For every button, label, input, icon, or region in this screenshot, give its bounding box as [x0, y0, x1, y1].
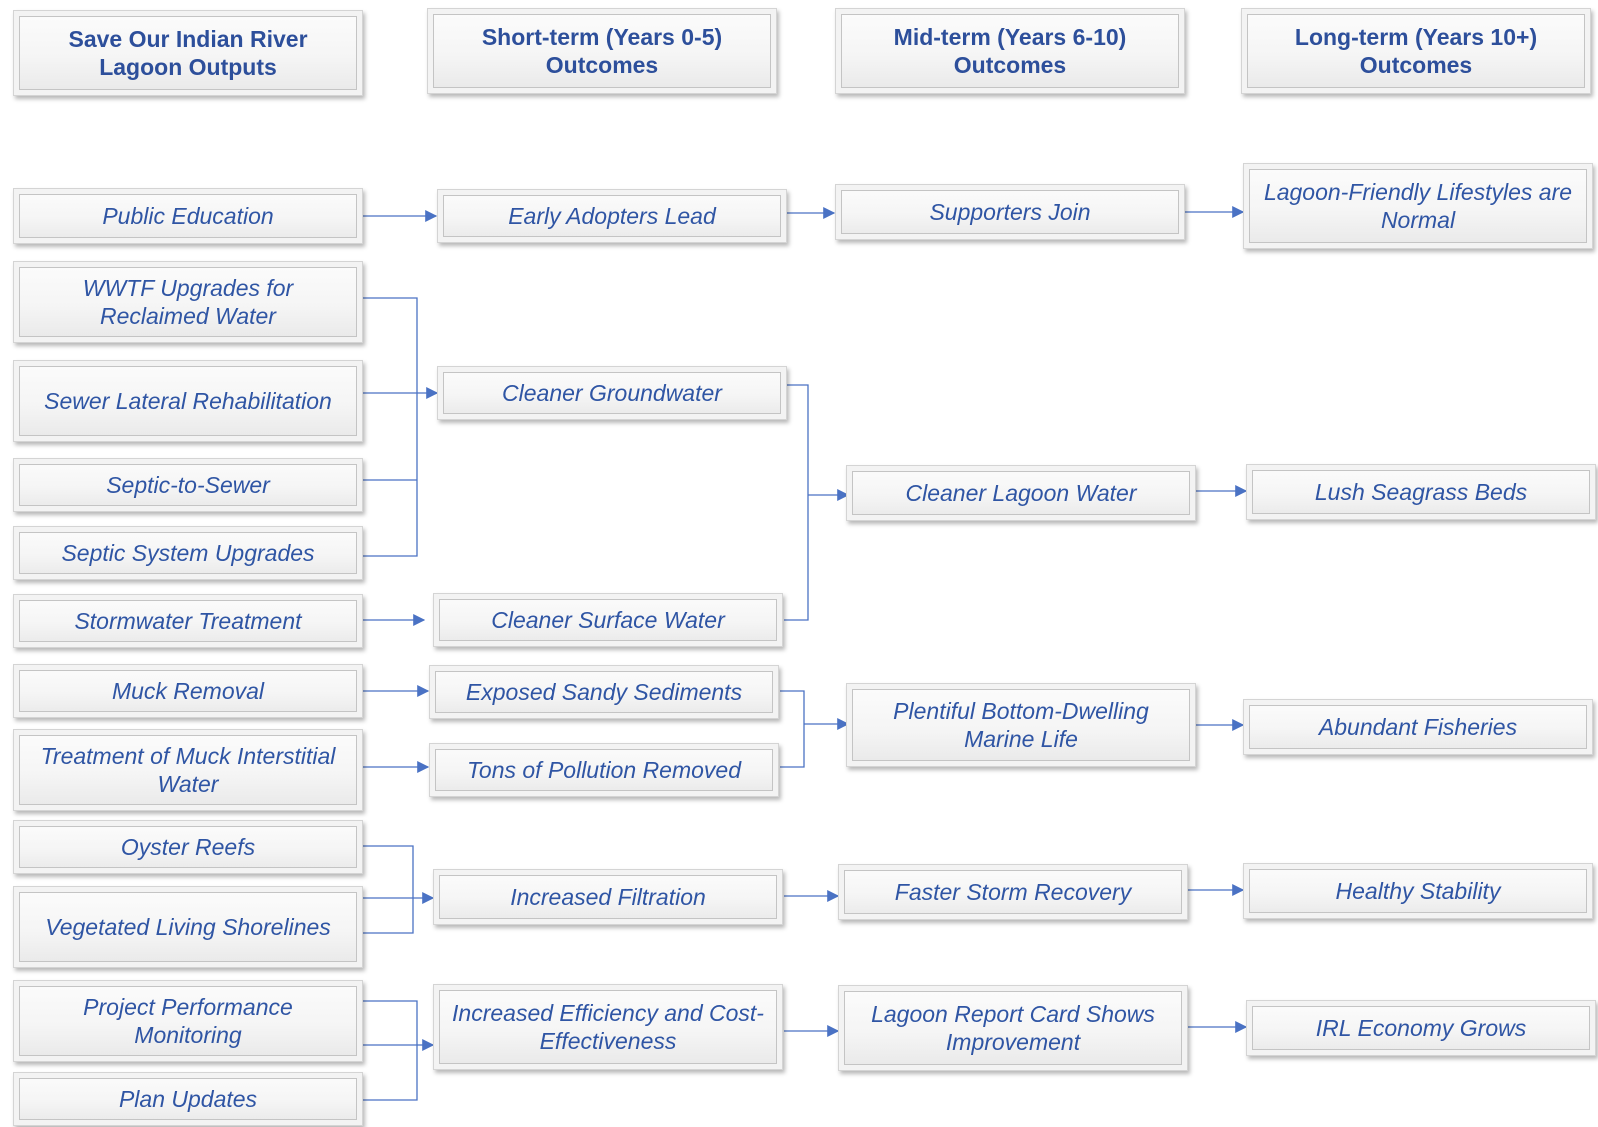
bracket-to-bottom-dwelling [780, 691, 804, 767]
short-term-cleaner-groundwater: Cleaner Groundwater [437, 366, 787, 420]
output-muck-interstitial: Treatment of Muck Interstitial Water [13, 729, 363, 811]
bracket-to-lagoon-water [784, 385, 808, 620]
output-wwtf-upgrades: WWTF Upgrades for Reclaimed Water [13, 261, 363, 343]
output-muck-removal: Muck Removal [13, 664, 363, 718]
mid-term-storm-recovery: Faster Storm Recovery [838, 864, 1188, 920]
mid-term-supporters-join: Supporters Join [835, 184, 1185, 240]
output-living-shorelines: Vegetated Living Shorelines [13, 886, 363, 968]
mid-term-report-card: Lagoon Report Card Shows Improvement [838, 985, 1188, 1071]
output-septic-upgrades: Septic System Upgrades [13, 526, 363, 580]
short-term-increased-filtration: Increased Filtration [433, 869, 783, 925]
output-oyster-reefs: Oyster Reefs [13, 820, 363, 874]
header-long-term: Long-term (Years 10+) Outcomes [1241, 8, 1591, 94]
output-performance-monitoring: Project Performance Monitoring [13, 980, 363, 1062]
header-mid-term: Mid-term (Years 6-10) Outcomes [835, 8, 1185, 94]
header-outputs: Save Our Indian River Lagoon Outputs [13, 10, 363, 96]
long-term-lifestyles-normal: Lagoon-Friendly Lifestyles are Normal [1243, 163, 1593, 249]
output-sewer-lateral: Sewer Lateral Rehabilitation [13, 360, 363, 442]
header-short-term: Short-term (Years 0-5) Outcomes [427, 8, 777, 94]
long-term-healthy-stability: Healthy Stability [1243, 863, 1593, 919]
bracket-groundwater-inputs [360, 298, 417, 556]
bracket-efficiency-inputs [360, 1001, 417, 1100]
mid-term-cleaner-lagoon-water: Cleaner Lagoon Water [846, 465, 1196, 521]
short-term-early-adopters: Early Adopters Lead [437, 189, 787, 243]
long-term-economy-grows: IRL Economy Grows [1246, 1000, 1596, 1056]
short-term-cleaner-surface-water: Cleaner Surface Water [433, 593, 783, 647]
output-plan-updates: Plan Updates [13, 1072, 363, 1126]
short-term-pollution-removed: Tons of Pollution Removed [429, 743, 779, 797]
output-public-education: Public Education [13, 188, 363, 244]
output-septic-to-sewer: Septic-to-Sewer [13, 458, 363, 512]
bracket-filtration-inputs [360, 846, 413, 933]
short-term-sandy-sediments: Exposed Sandy Sediments [429, 665, 779, 719]
mid-term-bottom-dwelling: Plentiful Bottom-Dwelling Marine Life [846, 683, 1196, 767]
long-term-abundant-fisheries: Abundant Fisheries [1243, 699, 1593, 755]
long-term-seagrass-beds: Lush Seagrass Beds [1246, 464, 1596, 520]
short-term-increased-efficiency: Increased Efficiency and Cost-Effectiveness [433, 984, 783, 1070]
output-stormwater-treatment: Stormwater Treatment [13, 594, 363, 648]
